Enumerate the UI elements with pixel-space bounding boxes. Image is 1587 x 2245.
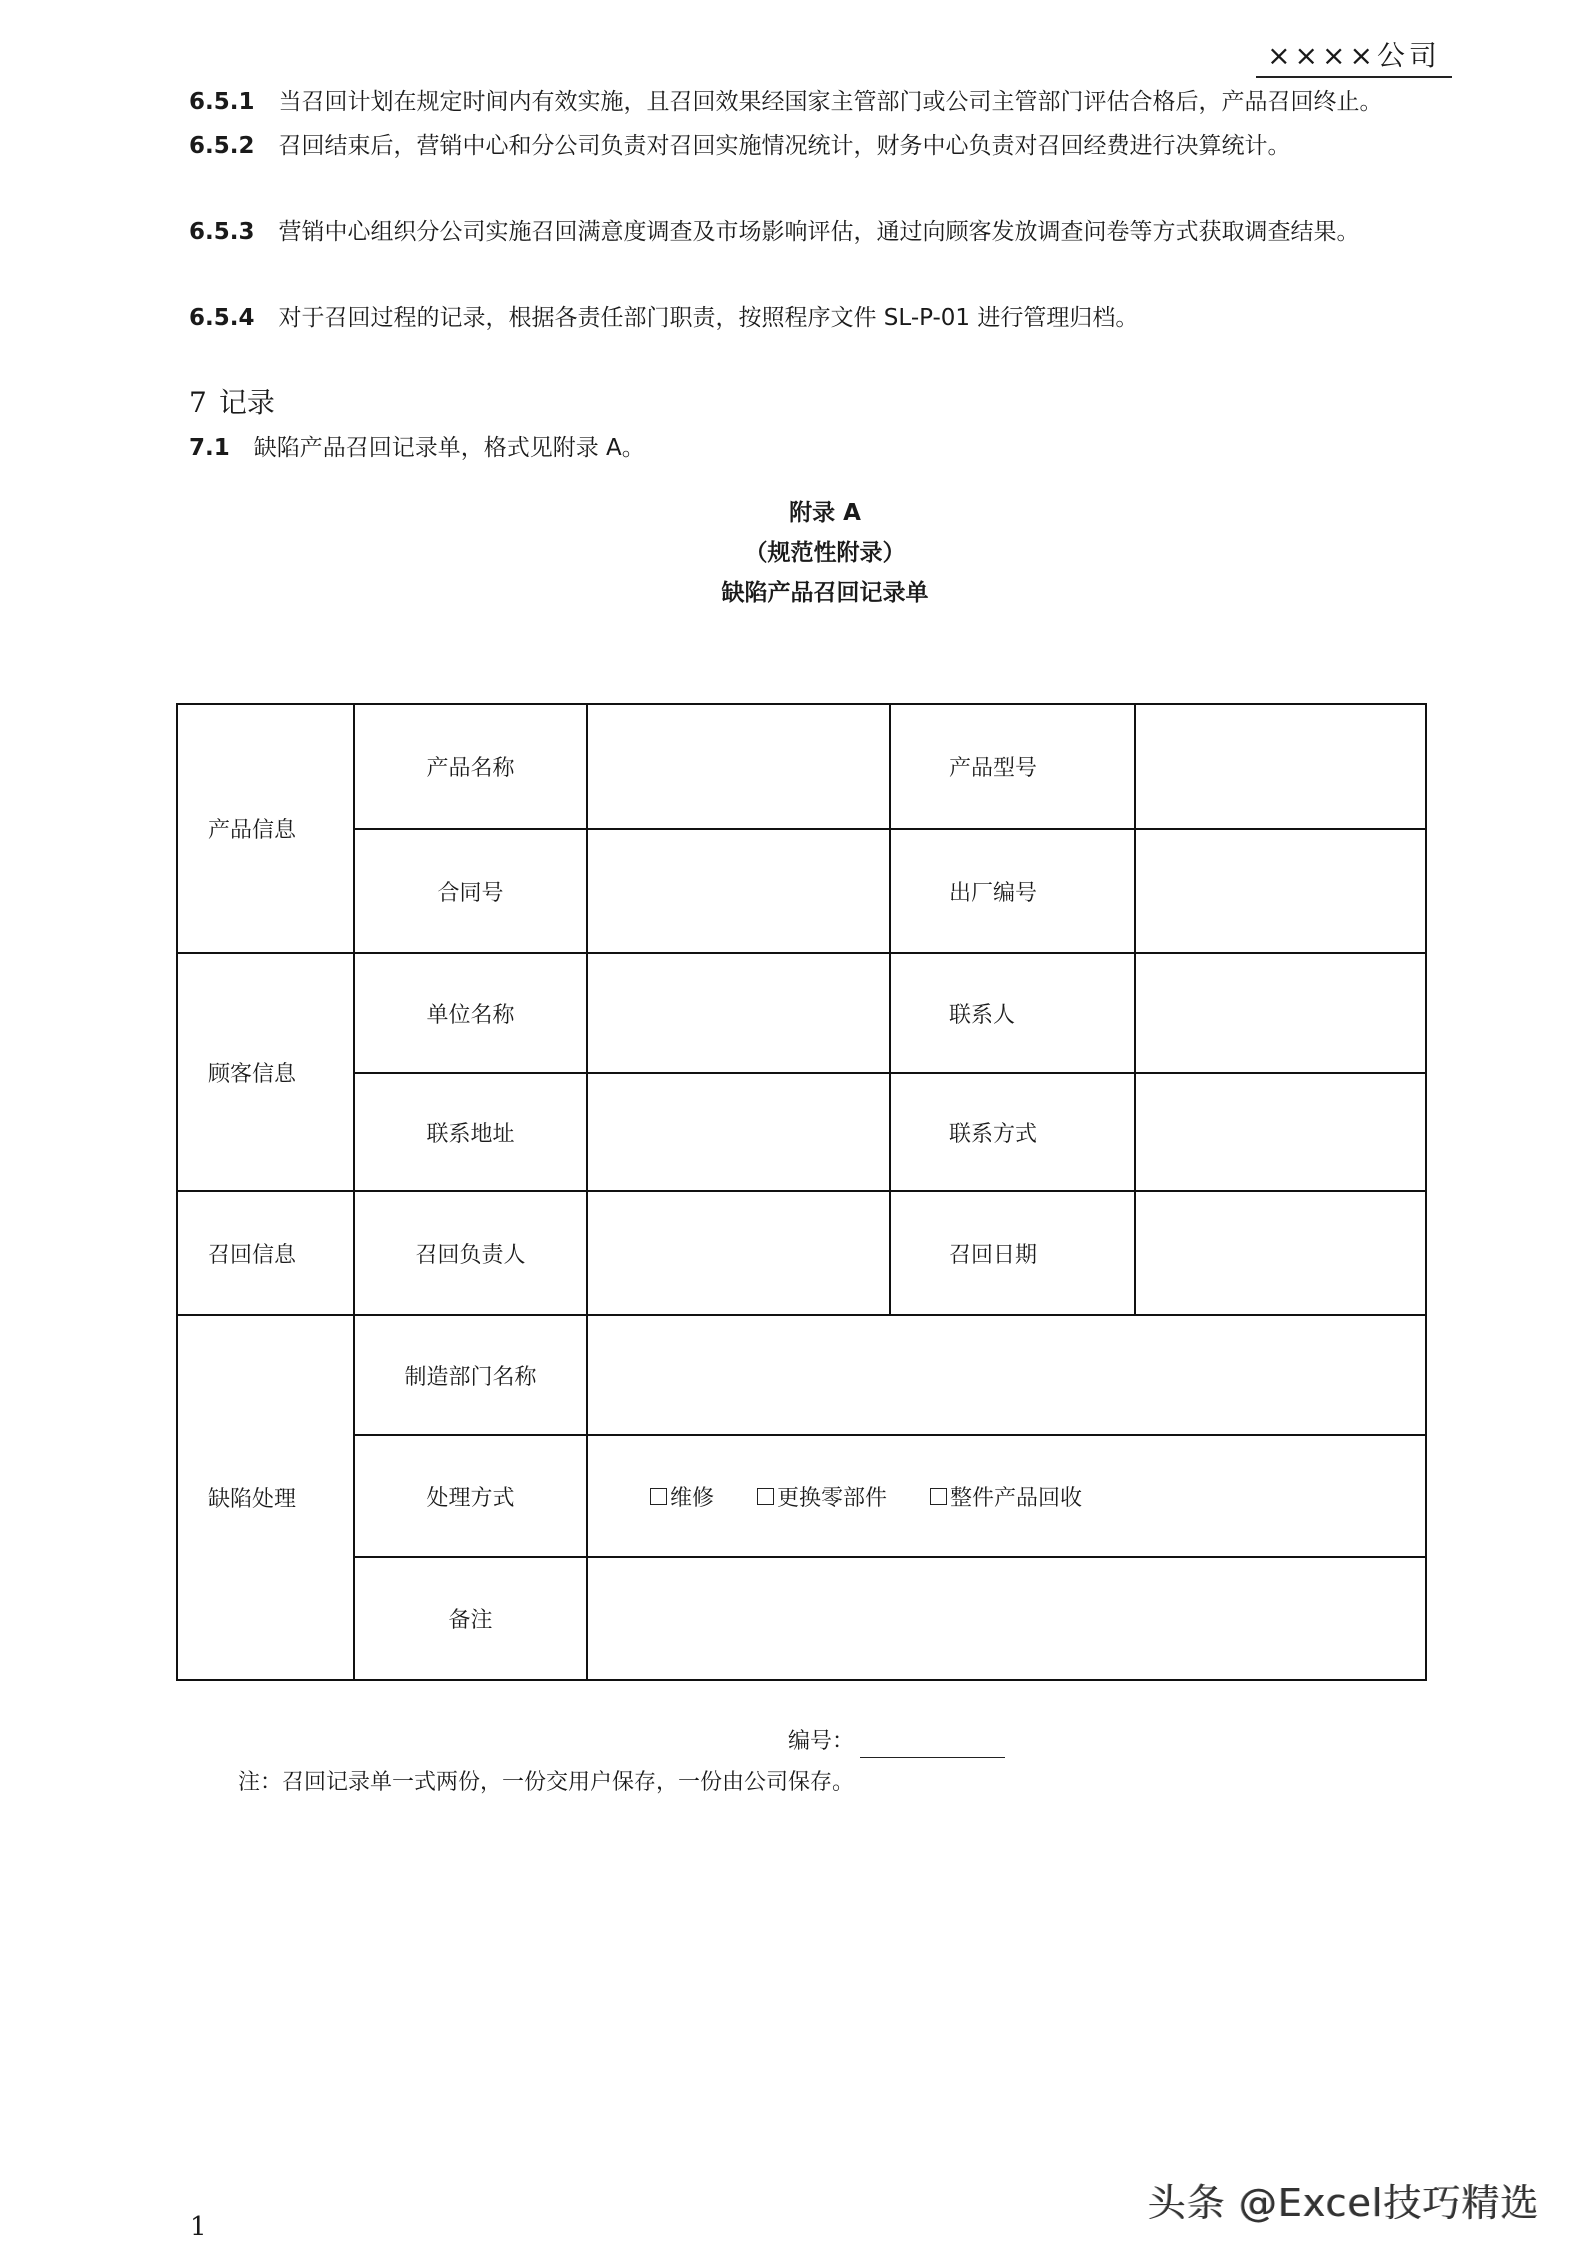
label-handling-method: 处理方式 <box>354 1435 587 1557</box>
input-contact-method[interactable] <box>1135 1073 1426 1191</box>
page-number: 1 <box>190 2212 207 2242</box>
label-contract-no: 合同号 <box>354 829 587 953</box>
label-contact-person: 联系人 <box>890 953 1135 1073</box>
group-recall-info: 召回信息 <box>177 1191 354 1315</box>
option-label: 整件产品回收 <box>950 1485 1083 1511</box>
input-factory-no[interactable] <box>1135 829 1426 953</box>
section-title: 记录 <box>218 386 275 419</box>
option-replace-parts[interactable] <box>757 1481 887 1512</box>
input-recall-manager[interactable] <box>587 1191 890 1315</box>
input-company-name[interactable] <box>587 953 890 1073</box>
handling-method-options <box>587 1435 1426 1557</box>
group-customer-info: 顾客信息 <box>177 953 354 1191</box>
appendix-label: 附录 A <box>789 500 861 526</box>
group-product-info: 产品信息 <box>177 704 354 953</box>
option-label: 维修 <box>670 1485 715 1511</box>
serial-number-field <box>788 1726 1005 1758</box>
clause-text: 当召回计划在规定时间内有效实施，且召回效果经国家主管部门或公司主管部门评估合格后，产品召回终止。 <box>278 89 1383 115</box>
option-repair[interactable] <box>650 1481 714 1512</box>
label-contact-method: 联系方式 <box>890 1073 1135 1191</box>
clause-number: 6.5.2 <box>189 133 255 159</box>
option-label: 更换零部件 <box>777 1485 888 1511</box>
clause-number: 7.1 <box>189 435 230 461</box>
label-product-name: 产品名称 <box>354 704 587 829</box>
label-product-model: 产品型号 <box>890 704 1135 829</box>
checkbox-icon[interactable] <box>757 1488 774 1505</box>
footnote: 注：召回记录单一式两份，一份交用户保存，一份由公司保存。 <box>238 1770 855 1795</box>
checkbox-icon[interactable] <box>930 1488 947 1505</box>
company-header: ××××公司 <box>1256 36 1452 78</box>
input-manufacturing-dept[interactable] <box>587 1315 1426 1435</box>
clause-text: 召回结束后，营销中心和分公司负责对召回实施情况统计，财务中心负责对召回经费进行决算统计。 <box>278 133 1291 159</box>
clause-7-1 <box>189 427 1459 470</box>
clause-text: 营销中心组织分公司实施召回满意度调查及市场影响评估，通过向顾客发放调查问卷等方式获取调查结果。 <box>278 219 1360 245</box>
clause-6-5-2 <box>189 125 1459 168</box>
input-product-name[interactable] <box>587 704 890 829</box>
label-contact-address: 联系地址 <box>354 1073 587 1191</box>
input-recall-date[interactable] <box>1135 1191 1426 1315</box>
input-contact-person[interactable] <box>1135 953 1426 1073</box>
watermark: 头条 @Excel技巧精选 <box>1148 2181 1540 2225</box>
section-heading <box>189 383 275 423</box>
clause-number: 6.5.1 <box>189 89 255 115</box>
appendix-title: 缺陷产品召回记录单 <box>721 580 929 606</box>
option-full-recall[interactable] <box>930 1481 1082 1512</box>
clause-text: 缺陷产品召回记录单，格式见附录 A。 <box>253 435 645 461</box>
input-contract-no[interactable] <box>587 829 890 953</box>
label-company-name: 单位名称 <box>354 953 587 1073</box>
input-contact-address[interactable] <box>587 1073 890 1191</box>
input-product-model[interactable] <box>1135 704 1426 829</box>
clause-6-5-4 <box>189 297 1459 340</box>
clause-6-5-1 <box>189 81 1459 124</box>
input-remarks[interactable] <box>587 1557 1426 1680</box>
clause-6-5-3 <box>189 211 1459 254</box>
section-number: 7 <box>189 386 207 419</box>
serial-input-line[interactable] <box>860 1731 1005 1758</box>
clause-number: 6.5.4 <box>189 305 255 331</box>
recall-record-form <box>176 703 1427 1681</box>
label-manufacturing-dept: 制造部门名称 <box>354 1315 587 1435</box>
label-recall-date: 召回日期 <box>890 1191 1135 1315</box>
group-defect-handling: 缺陷处理 <box>177 1315 354 1680</box>
serial-label: 编号： <box>788 1729 855 1754</box>
appendix-type: （规范性附录） <box>744 540 906 566</box>
checkbox-icon[interactable] <box>650 1488 667 1505</box>
clause-number: 6.5.3 <box>189 219 255 245</box>
clause-text: 对于召回过程的记录，根据各责任部门职责，按照程序文件 SL-P-01 进行管理归档。 <box>278 305 1139 331</box>
label-remarks: 备注 <box>354 1557 587 1680</box>
label-factory-no: 出厂编号 <box>890 829 1135 953</box>
label-recall-manager: 召回负责人 <box>354 1191 587 1315</box>
